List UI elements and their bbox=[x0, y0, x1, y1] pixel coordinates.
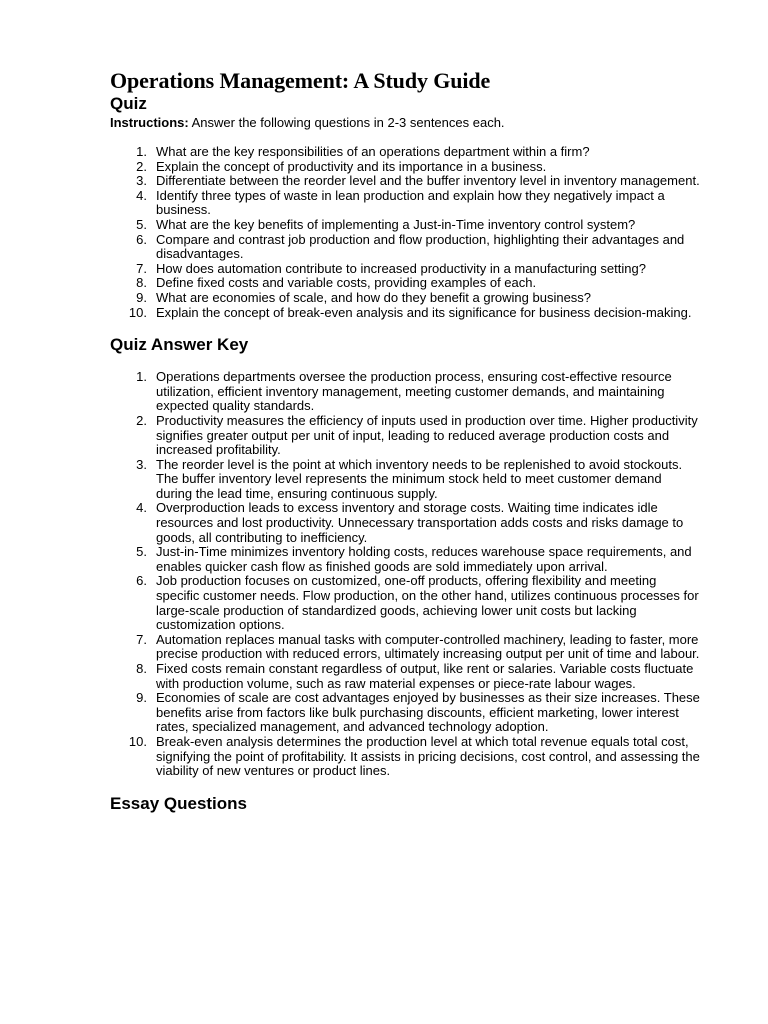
answer-key-heading: Quiz Answer Key bbox=[110, 335, 249, 355]
quiz-question-text: What are the key responsibilities of an operations department within a firm? bbox=[156, 144, 590, 159]
answer-key-item-text: Productivity measures the efficiency of inputs used in production over time. Higher productivity signifies greater output per unit of input, leading to reduced average production costs and increased profitability. bbox=[156, 412, 698, 458]
answer-key-item bbox=[110, 691, 700, 735]
quiz-question-number: 1. bbox=[136, 144, 147, 159]
answer-key-item-text: Fixed costs remain constant regardless of output, like rent or salaries. Variable costs fluctuate with production volume, such as raw material expenses or piece-rate labour wages. bbox=[156, 661, 694, 691]
instructions-label: Instructions: bbox=[110, 115, 189, 130]
answer-key-item-number: 5. bbox=[136, 544, 147, 560]
quiz-question-list bbox=[110, 145, 700, 320]
answer-key-item-text: The reorder level is the point at which inventory needs to be replenished to avoid stockouts. The buffer inventory level represents the minimum stock held to meet customer demand during the lead time, ensuring continuous supply. bbox=[156, 456, 683, 501]
quiz-heading: Quiz bbox=[110, 94, 147, 113]
quiz-question-text: How does automation contribute to increased productivity in a manufacturing setting? bbox=[156, 260, 646, 276]
answer-key-item-text: Economies of scale are cost advantages enjoyed by businesses as their size increases. These benefits arise from factors like bulk purchasing discounts, efficient marketing, lower interest rates, specialized management, and advanced technology adoption. bbox=[156, 690, 700, 735]
quiz-question-number: 8. bbox=[136, 275, 147, 291]
quiz-question bbox=[110, 218, 700, 233]
answer-key-item bbox=[110, 662, 700, 691]
answer-key-item-text: Automation replaces manual tasks with computer-controlled machinery, leading to faster, more precise production with reduced errors, ultimately increasing output per unit of time and labour. bbox=[156, 631, 700, 662]
quiz-question-text: Explain the concept of productivity and its importance in a business. bbox=[156, 158, 547, 174]
quiz-question-number: 9. bbox=[136, 289, 147, 305]
answer-key-item-number: 10. bbox=[128, 733, 147, 749]
answer-key-item-number: 3. bbox=[136, 456, 147, 472]
quiz-question-text: Differentiate between the reorder level and the buffer inventory level in inventory management. bbox=[156, 173, 700, 189]
quiz-question-text: Define fixed costs and variable costs, providing examples of each. bbox=[156, 275, 537, 291]
answer-key-item bbox=[110, 735, 700, 779]
quiz-question bbox=[110, 262, 700, 277]
answer-key-list bbox=[110, 370, 700, 779]
quiz-question-number: 2. bbox=[136, 158, 147, 174]
quiz-question bbox=[110, 233, 700, 262]
quiz-question bbox=[110, 306, 700, 321]
essay-questions-heading: Essay Questions bbox=[110, 793, 248, 813]
quiz-question-number: 5. bbox=[136, 216, 147, 232]
quiz-question-number: 7. bbox=[136, 260, 147, 276]
instructions-text: Answer the following questions in 2-3 sentences each. bbox=[188, 115, 505, 130]
quiz-question-text: What are economies of scale, and how do they benefit a growing business? bbox=[156, 289, 592, 305]
answer-key-item bbox=[110, 574, 700, 632]
quiz-question-number: 6. bbox=[136, 231, 147, 247]
answer-key-item-text: Operations departments oversee the production process, ensuring cost-effective resource utilization, efficient inventory management, meeting customer demands, and maintaining expected quality standards. bbox=[156, 369, 672, 414]
answer-key-item bbox=[110, 545, 700, 574]
answer-key-item-number: 4. bbox=[136, 500, 147, 516]
answer-key-item-text: Break-even analysis determines the production level at which total revenue equals total cost, signifying the point of profitability. It assists in pricing decisions, cost control, and assessing the viability of new ventures or product lines. bbox=[156, 733, 700, 779]
quiz-question bbox=[110, 276, 700, 291]
answer-key-item-number: 6. bbox=[136, 573, 147, 589]
document-title: Operations Management: A Study Guide bbox=[110, 68, 491, 93]
quiz-question bbox=[110, 291, 700, 306]
answer-key-item-number: 1. bbox=[136, 369, 147, 385]
answer-key-item bbox=[110, 633, 700, 662]
answer-key-item bbox=[110, 501, 700, 545]
answer-key-item-number: 8. bbox=[136, 661, 147, 676]
answer-key-item-text: Overproduction leads to excess inventory and storage costs. Waiting time indicates idle resources and lost productivity. Unnecessary transportation adds costs and risks damage to goods, all contributing to inefficiency. bbox=[156, 500, 684, 545]
quiz-question-text: Explain the concept of break-even analysis and its significance for business decision-making. bbox=[156, 304, 692, 320]
quiz-question-number: 10. bbox=[128, 304, 147, 320]
quiz-question bbox=[110, 160, 700, 175]
answer-key-item-number: 7. bbox=[136, 631, 147, 647]
quiz-instructions bbox=[110, 115, 700, 130]
quiz-question-text: Compare and contrast job production and flow production, highlighting their advantages and disadvantages. bbox=[156, 231, 685, 262]
quiz-question bbox=[110, 145, 700, 160]
answer-key-item-text: Job production focuses on customized, one-off products, offering flexibility and meeting specific customer needs. Flow production, on the other hand, utilizes continuous processes for large-scale production of standardized goods, achieving lower unit costs but lacking customization options. bbox=[156, 573, 699, 633]
quiz-question-text: What are the key benefits of implementing a Just-in-Time inventory control system? bbox=[156, 216, 636, 232]
quiz-question bbox=[110, 174, 700, 189]
answer-key-item bbox=[110, 370, 700, 414]
answer-key-item bbox=[110, 414, 700, 458]
answer-key-item-text: Just-in-Time minimizes inventory holding costs, reduces warehouse space requirements, and enables quicker cash flow as finished goods are sold immediately upon arrival. bbox=[156, 544, 692, 574]
quiz-question-number: 4. bbox=[136, 187, 147, 203]
document-page bbox=[110, 68, 700, 814]
answer-key-item bbox=[110, 458, 700, 502]
quiz-question-text: Identify three types of waste in lean production and explain how they negatively impact a business. bbox=[156, 187, 665, 218]
answer-key-item-number: 9. bbox=[136, 690, 147, 706]
answer-key-item-number: 2. bbox=[136, 412, 147, 428]
quiz-question-number: 3. bbox=[136, 173, 147, 189]
quiz-question bbox=[110, 189, 700, 218]
